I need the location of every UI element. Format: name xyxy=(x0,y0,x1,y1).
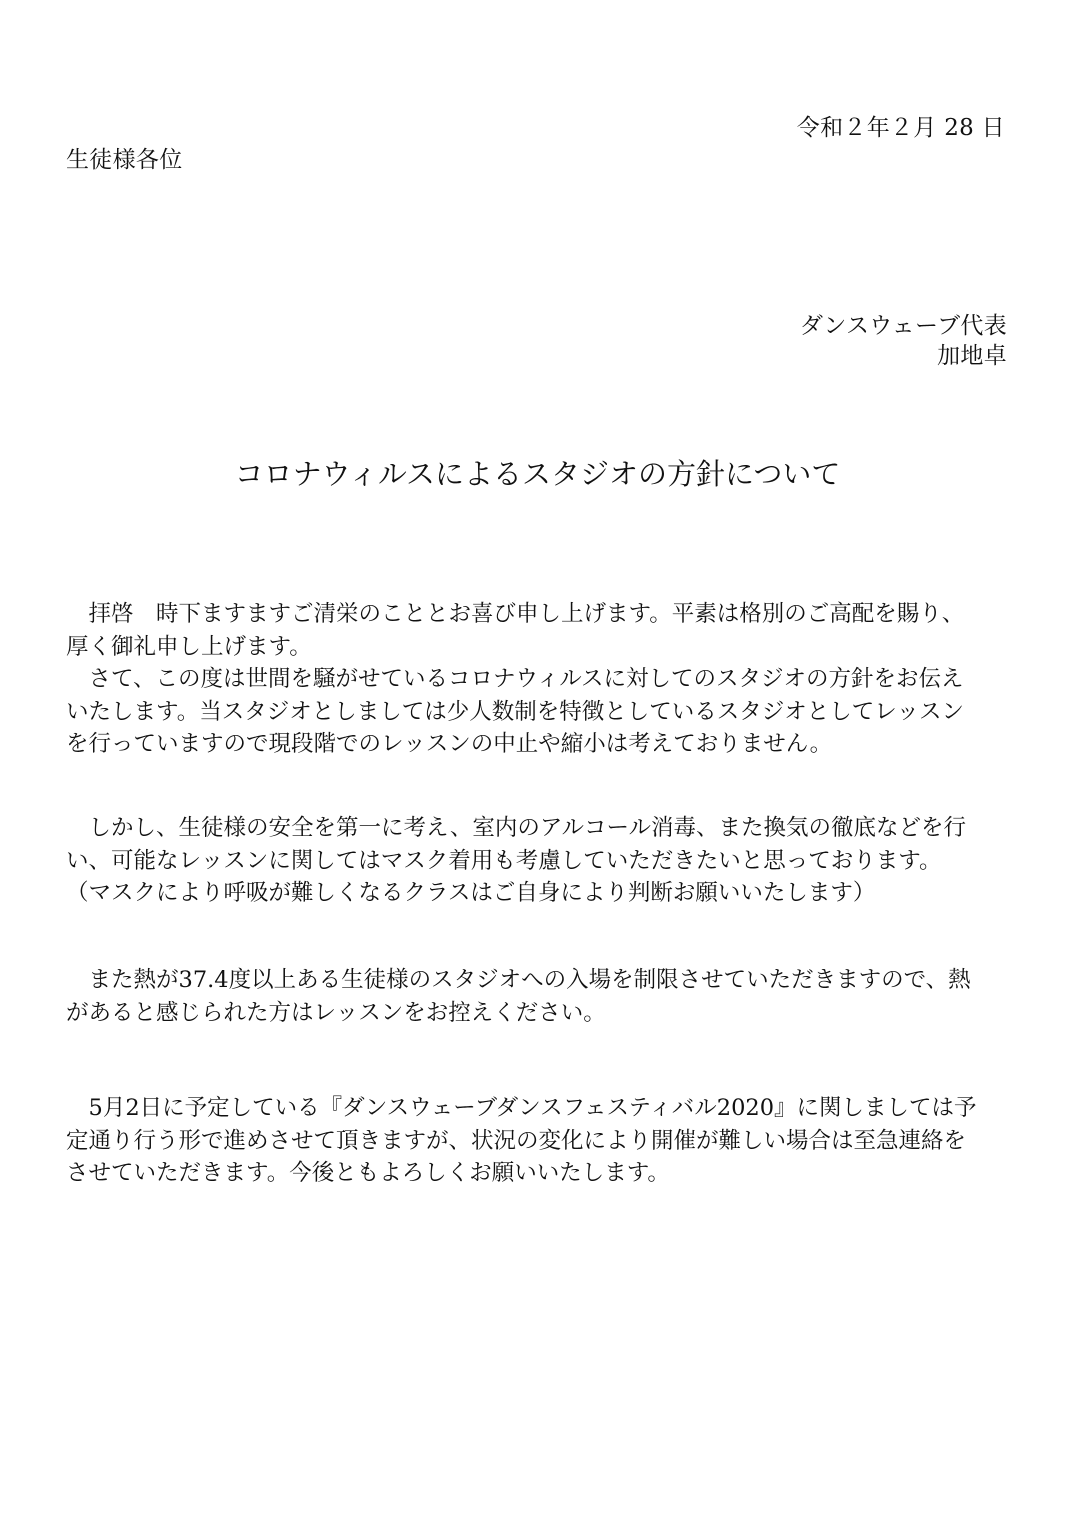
paragraph-line: また熱が37.4度以上ある生徒様のスタジオへの入場を制限させていただきますので、熱 xyxy=(66,967,971,993)
addressee: 生徒様各位 xyxy=(66,147,183,173)
paragraph-line: 拝啓 時下ますますご清栄のこととお喜び申し上げます。平素は格別のご高配を賜り、 xyxy=(66,601,965,627)
document-date: 令和２年２月 28 日 xyxy=(796,115,1005,141)
paragraph-line: があると感じられた方はレッスンをお控えください。 xyxy=(66,999,606,1026)
paragraph-fever-restriction xyxy=(66,964,1010,1029)
paragraph-festival-notice xyxy=(66,1092,1010,1190)
paragraph-greeting-policy xyxy=(66,598,1010,761)
paragraph-line: 5月2日に予定している『ダンスウェーブダンスフェスティバル2020』に関しましては予 xyxy=(66,1095,977,1121)
paragraph-line: （マスクにより呼吸が難しくなるクラスはご自身により判断お願いいたします） xyxy=(66,880,876,906)
paragraph-line: さて、この度は世間を騒がせているコロナウィルスに対してのスタジオの方針をお伝え xyxy=(66,666,964,692)
paragraph-safety-measures xyxy=(66,812,1010,910)
paragraph-line: い、可能なレッスンに関してはマスク着用も考慮していただきたいと思っております。 xyxy=(66,847,942,874)
paragraph-line: を行っていますので現段階でのレッスンの中止や縮小は考えておりません。 xyxy=(66,731,833,757)
sender-name: 加地卓 xyxy=(937,343,1007,369)
paragraph-line: いたします。当スタジオとしましては少人数制を特徴としているスタジオとしてレッスン xyxy=(66,698,964,725)
paragraph-line: しかし、生徒様の安全を第一に考え、室内のアルコール消毒、また換気の徹底などを行 xyxy=(66,815,967,841)
paragraph-line: 定通り行う形で進めさせて頂きますが、状況の変化により開催が難しい場合は至急連絡を xyxy=(66,1127,967,1154)
paragraph-line: させていただきます。今後ともよろしくお願いいたします。 xyxy=(66,1160,670,1186)
sender-organization: ダンスウェーブ代表 xyxy=(799,313,1007,339)
document-title: コロナウィルスによるスタジオの方針について xyxy=(234,457,841,491)
paragraph-line: 厚く御礼申し上げます。 xyxy=(66,633,312,660)
